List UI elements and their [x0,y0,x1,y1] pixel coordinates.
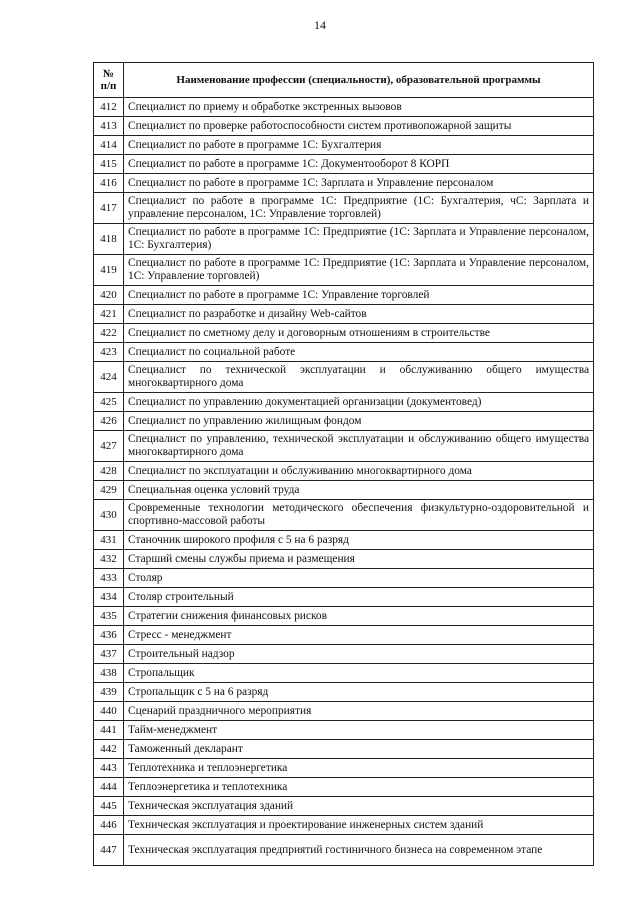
table-row [94,255,594,286]
table-row [94,740,594,759]
number-column-header [94,63,124,98]
row-number: 419 [94,255,124,286]
table-body [94,98,594,866]
table-row [94,816,594,835]
table-row [94,193,594,224]
table-header-row [94,63,594,98]
table-row [94,645,594,664]
program-name: Специалист по работе в программе 1С: Зарплата и Управление персоналом [124,174,594,193]
row-number: 444 [94,778,124,797]
program-name: Специалист по эксплуатации и обслуживанию многоквартирного дома [124,462,594,481]
table-row [94,136,594,155]
table-row [94,759,594,778]
program-name: Специалист по технической эксплуатации и обслуживанию общего имущества многоквартирного дома [124,362,594,393]
program-name: Специалист по работе в программе 1С: Предприятие (1С: Зарплата и Управление персоналом, 1С: Управление торговлей) [124,255,594,286]
program-name: Теплотехника и теплоэнергетика [124,759,594,778]
program-name: Специальная оценка условий труда [124,481,594,500]
table-row [94,393,594,412]
table-row [94,500,594,531]
table-row [94,778,594,797]
row-number: 430 [94,500,124,531]
row-number: 437 [94,645,124,664]
number-header-sign: № [102,68,115,80]
program-name: Старший смены службы приема и размещения [124,550,594,569]
program-name: Специалист по социальной работе [124,343,594,362]
row-number: 432 [94,550,124,569]
table-row [94,98,594,117]
program-name: Специалист по приему и обработке экстренных вызовов [124,98,594,117]
program-name: Специалист по работе в программе 1С: Управление торговлей [124,286,594,305]
row-number: 412 [94,98,124,117]
table-row [94,412,594,431]
row-number: 433 [94,569,124,588]
program-name: Специалист по разработке и дизайну Web-сайтов [124,305,594,324]
row-number: 436 [94,626,124,645]
program-name: Строительный надзор [124,645,594,664]
row-number: 420 [94,286,124,305]
row-number: 427 [94,431,124,462]
program-name: Специалист по проверке работоспособности систем противопожарной защиты [124,117,594,136]
table-row [94,531,594,550]
row-number: 431 [94,531,124,550]
row-number: 447 [94,835,124,866]
program-name: Столяр [124,569,594,588]
row-number: 425 [94,393,124,412]
program-name: Стратегии снижения финансовых рисков [124,607,594,626]
program-name: Техническая эксплуатация и проектирование инженерных систем зданий [124,816,594,835]
row-number: 426 [94,412,124,431]
program-name: Специалист по управлению документацией организации (документовед) [124,393,594,412]
table-row [94,664,594,683]
professions-table [93,62,594,866]
table-row [94,431,594,462]
row-number: 413 [94,117,124,136]
table-row [94,626,594,645]
table-row [94,607,594,626]
program-name: Стропальщик [124,664,594,683]
row-number: 429 [94,481,124,500]
row-number: 442 [94,740,124,759]
program-name: Таможенный декларант [124,740,594,759]
program-name: Специалист по сметному делу и договорным отношениям в строительстве [124,324,594,343]
row-number: 423 [94,343,124,362]
row-number: 428 [94,462,124,481]
row-number: 445 [94,797,124,816]
row-number: 443 [94,759,124,778]
table-row [94,835,594,866]
row-number: 422 [94,324,124,343]
row-number: 416 [94,174,124,193]
row-number: 438 [94,664,124,683]
table-row [94,362,594,393]
row-number: 441 [94,721,124,740]
table-row [94,343,594,362]
program-name: Специалист по управлению, технической эксплуатации и обслуживанию общего имущества многоквартирного дома [124,431,594,462]
row-number: 446 [94,816,124,835]
row-number: 415 [94,155,124,174]
program-name: Станочник широкого профиля с 5 на 6 разряд [124,531,594,550]
program-name: Тайм-менеджмент [124,721,594,740]
program-name: Специалист по работе в программе 1С: Предприятие (1С: Зарплата и Управление персоналом, 1С: Бухгалтерия) [124,224,594,255]
table-row [94,324,594,343]
program-name: Сценарий праздничного мероприятия [124,702,594,721]
program-name: Столяр строительный [124,588,594,607]
program-name: Специалист по работе в программе 1С: Предприятие (1С: Бухгалтерия, чС: Зарплата и управление персоналом, 1С: Управление торговлей) [124,193,594,224]
table-row [94,702,594,721]
row-number: 424 [94,362,124,393]
number-header-abbr: п/п [100,80,117,92]
table-row [94,462,594,481]
table-row [94,117,594,136]
program-name: Сровременные технологии методического обеспечения физкультурно-оздоровительной и спортивно-массовой работы [124,500,594,531]
program-name: Специалист по работе в программе 1С: Бухгалтерия [124,136,594,155]
table-row [94,588,594,607]
table-row [94,305,594,324]
program-name: Техническая эксплуатация зданий [124,797,594,816]
table-row [94,721,594,740]
program-name: Стропальщик с 5 на 6 разряд [124,683,594,702]
table-row [94,174,594,193]
row-number: 439 [94,683,124,702]
row-number: 418 [94,224,124,255]
table-row [94,286,594,305]
program-name: Специалист по работе в программе 1С: Документооборот 8 КОРП [124,155,594,174]
table-row [94,155,594,174]
table-row [94,550,594,569]
row-number: 434 [94,588,124,607]
program-name: Теплоэнергетика и теплотехника [124,778,594,797]
table-row [94,481,594,500]
row-number: 440 [94,702,124,721]
table-row [94,797,594,816]
program-name: Специалист по управлению жилищным фондом [124,412,594,431]
row-number: 421 [94,305,124,324]
program-name: Техническая эксплуатация предприятий гостиничного бизнеса на современном этапе [124,835,594,866]
row-number: 414 [94,136,124,155]
program-name: Стресс - менеджмент [124,626,594,645]
table-row [94,683,594,702]
row-number: 435 [94,607,124,626]
name-column-header: Наименование профессии (специальности), образовательной программы [124,63,594,98]
page-number: 14 [314,18,326,32]
table-row [94,224,594,255]
row-number: 417 [94,193,124,224]
table-row [94,569,594,588]
